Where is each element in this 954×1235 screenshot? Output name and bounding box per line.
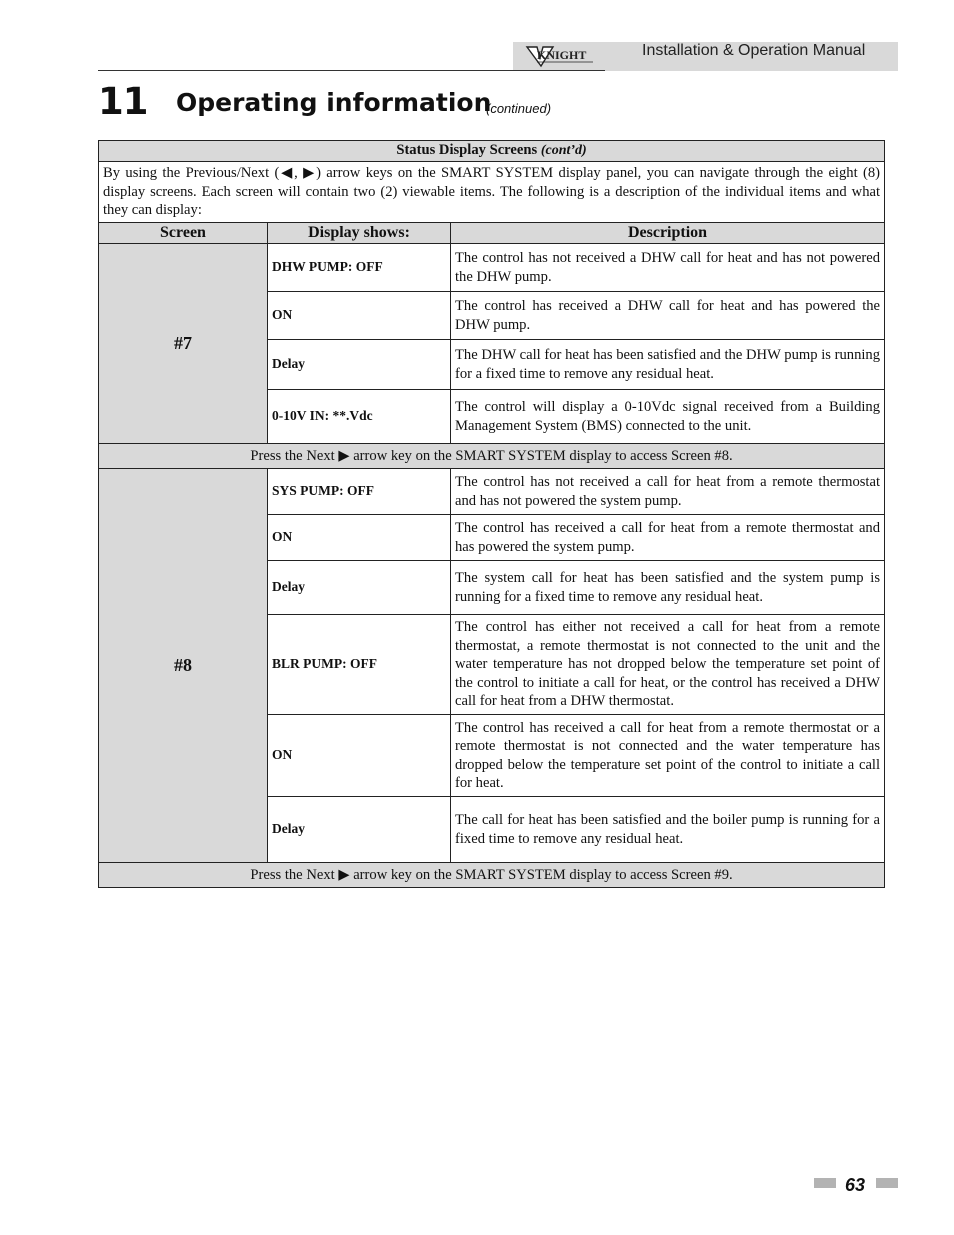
table-title-row	[99, 141, 885, 162]
page-number-bar-left	[814, 1178, 836, 1188]
display-value: DHW PUMP: OFF	[268, 244, 451, 292]
chapter-title: Operating information	[176, 88, 492, 117]
description: The DHW call for heat has been satisfied and the DHW pump is running for a fixed time to remove any residual heat.	[451, 340, 885, 390]
page-number: 63	[845, 1175, 866, 1195]
display-value: BLR PUMP: OFF	[268, 615, 451, 715]
press-next-screen-8: Press the Next ▶ arrow key on the SMART SYSTEM display to access Screen #8.	[99, 444, 885, 469]
chapter-continued: (continued)	[486, 101, 552, 116]
description: The system call for heat has been satisfied and the system pump is running for a fixed time to remove any residual heat.	[451, 561, 885, 615]
description: The control has not received a DHW call for heat and has not powered the DHW pump.	[451, 244, 885, 292]
display-value: ON	[268, 715, 451, 797]
description: The control will display a 0-10Vdc signal received from a Building Management System (BMS) connected to the unit.	[451, 390, 885, 444]
svg-text:KNIGHT: KNIGHT	[537, 48, 587, 62]
table-title-text: Status Display Screens	[396, 142, 538, 159]
display-value: Delay	[268, 340, 451, 390]
table-title-suffix: (cont’d)	[540, 143, 587, 159]
column-header-row	[99, 223, 885, 244]
status-display-table	[98, 140, 885, 888]
col-header-display: Display shows:	[268, 223, 451, 244]
description: The control has received a DHW call for heat and has powered the DHW pump.	[451, 292, 885, 340]
display-value: SYS PUMP: OFF	[268, 469, 451, 515]
description: The control has not received a call for heat from a remote thermostat and has not powered the system pump.	[451, 469, 885, 515]
press-next-screen-9: Press the Next ▶ arrow key on the SMART SYSTEM display to access Screen #9.	[99, 863, 885, 888]
col-header-screen: Screen	[99, 223, 268, 244]
screen-8-label: #8	[99, 469, 268, 863]
display-value: Delay	[268, 561, 451, 615]
table-row	[99, 244, 885, 292]
description: The control has received a call for heat from a remote thermostat and has powered the system pump.	[451, 515, 885, 561]
knight-logo	[523, 44, 603, 68]
intro-row	[99, 162, 885, 223]
display-value: 0-10V IN: **.Vdc	[268, 390, 451, 444]
page-number-bar-right	[876, 1178, 898, 1188]
screen-7-label: #7	[99, 244, 268, 444]
description: The control has received a call for heat from a remote thermostat or a remote thermostat is not connected and the water temperature has dropped below the temperature set point of the control to initiate a call for heat.	[451, 715, 885, 797]
description: The control has either not received a call for heat from a remote thermostat, a remote thermostat is not connected to the unit and the water temperature has not dropped below the temperature set point of the control to initiate a call for heat, or the control has received a DHW call for heat from a DHW thermostat.	[451, 615, 885, 715]
col-header-description: Description	[451, 223, 885, 244]
display-value: ON	[268, 292, 451, 340]
chapter-number: 11	[98, 80, 148, 123]
press-next-row	[99, 863, 885, 888]
press-next-row	[99, 444, 885, 469]
description: The call for heat has been satisfied and the boiler pump is running for a fixed time to remove any residual heat.	[451, 797, 885, 863]
display-value: ON	[268, 515, 451, 561]
display-value: Delay	[268, 797, 451, 863]
table-row	[99, 469, 885, 515]
header-rule	[98, 70, 605, 71]
table-title	[99, 141, 885, 162]
intro-text: By using the Previous/Next (◀, ▶) arrow keys on the SMART SYSTEM display panel, you can navigate through the eight (8) display screens. Each screen will contain two (2) viewable items. The following is a description of the individual items and what they can display:	[99, 162, 885, 223]
manual-title: Installation & Operation Manual	[642, 42, 866, 59]
